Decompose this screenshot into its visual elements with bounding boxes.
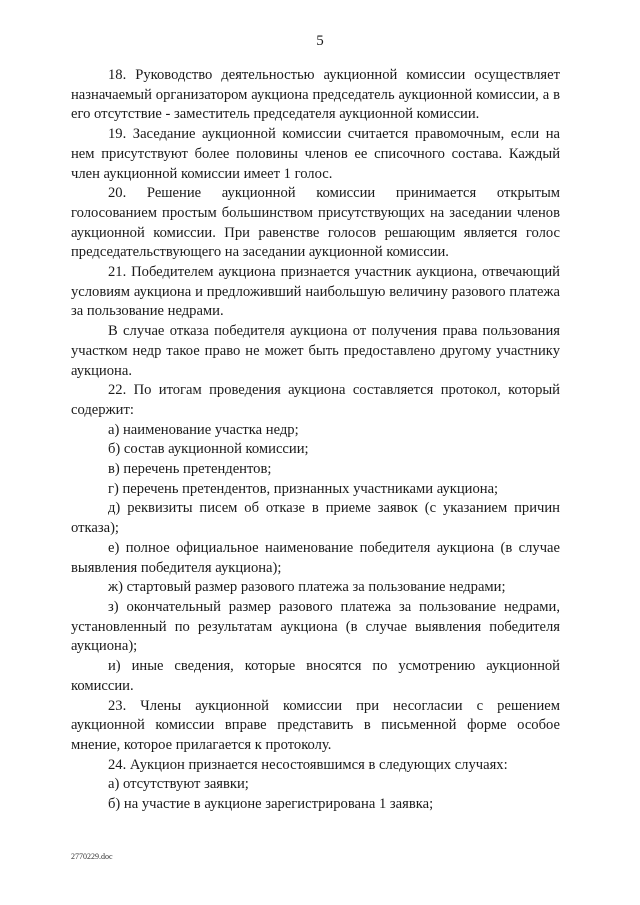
paragraph-21-refusal: В случае отказа победителя аукциона от получения права пользования участком недр такое право не может быть предоставлено другому участнику аукциона. (71, 323, 560, 379)
page-number: 5 (316, 33, 324, 49)
list-item-e: е) полное официальное наименование победителя аукциона (в случае выявления победителя аукциона); (71, 539, 560, 576)
list-item-zh: ж) стартовый размер разового платежа за пользование недрами; (108, 579, 506, 596)
paragraph-23: 23. Члены аукционной комиссии при несогласии с решением аукционной комиссии вправе представить в письменной форме особое мнение, которое прилагается к протоколу. (71, 697, 560, 753)
paragraph-21: 21. Победителем аукциона признается участник аукциона, отвечающий условиям аукциона и предложивший наибольшую величину разового платежа за пользование недрами. (71, 264, 560, 320)
list-item-a: а) наименование участка недр; (108, 421, 299, 438)
list-item-z: з) окончательный размер разового платежа за пользование недрами, установленный по результатам аукциона (в случае выявления победителя аукциона); (71, 598, 560, 655)
file-name-footer: 2770229.doc (71, 852, 113, 861)
list-item-24b: б) на участие в аукционе зарегистрирована 1 заявка; (108, 796, 434, 813)
list-item-b: б) состав аукционной комиссии; (108, 441, 309, 458)
list-item-v: в) перечень претендентов; (108, 461, 272, 478)
list-item-24a: а) отсутствуют заявки; (108, 776, 249, 793)
list-item-i: и) иные сведения, которые вносятся по усмотрению аукционной комиссии. (71, 658, 560, 694)
paragraph-18: 18. Руководство деятельностью аукционной комиссии осуществляет назначаемый организатором аукциона председатель аукционной комиссии, а в его отсутствие - заместитель председателя аукционной комиссии. (71, 67, 560, 123)
document-body (71, 66, 560, 815)
list-item-g: г) перечень претендентов, признанных участниками аукциона; (108, 480, 499, 497)
paragraph-20: 20. Решение аукционной комиссии принимается открытым голосованием простым большинством присутствующих на заседании членов аукционной комиссии. При равенстве голосов решающим является голос председательствующего на заседании аукционной комиссии. (71, 185, 560, 261)
paragraph-19: 19. Заседание аукционной комиссии считается правомочным, если на нем присутствуют более половины членов ее списочного состава. Каждый член аукционной комиссии имеет 1 голос. (71, 126, 560, 182)
list-item-d: д) реквизиты писем об отказе в приеме заявок (с указанием причин отказа); (71, 500, 560, 537)
paragraph-22: 22. По итогам проведения аукциона составляется протокол, который содержит: (71, 382, 560, 418)
paragraph-24: 24. Аукцион признается несостоявшимся в следующих случаях: (108, 756, 508, 773)
